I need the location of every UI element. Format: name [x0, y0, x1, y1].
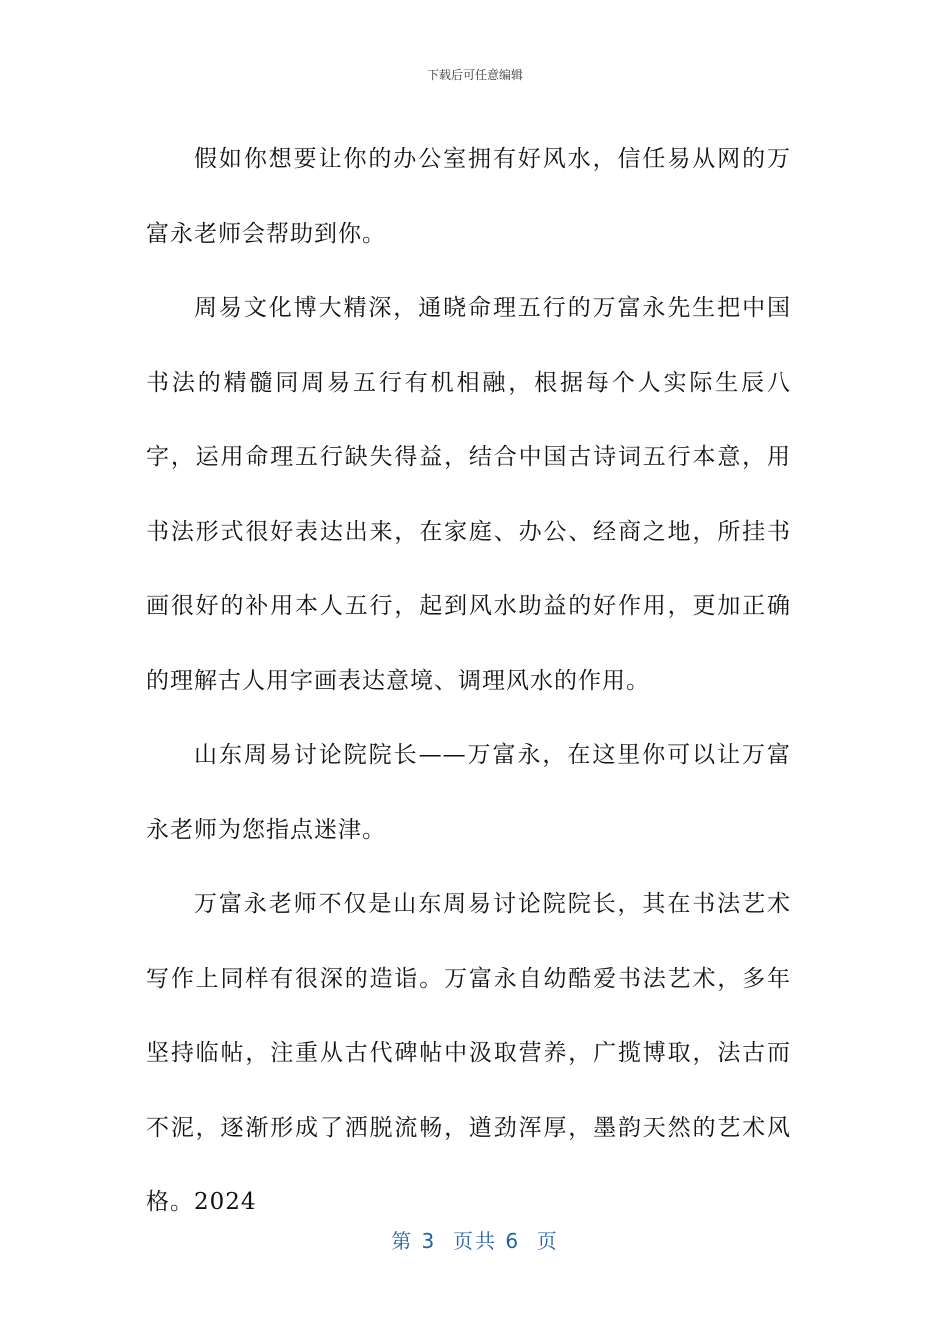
page-footer: [0, 1225, 950, 1254]
document-body: [146, 122, 791, 1240]
page-number-label: 第 3 页共 6 页: [391, 1229, 559, 1253]
paragraph-4: 万富永老师不仅是山东周易讨论院院长，其在书法艺术写作上同样有很深的造诣。万富永自幼酷爱书法艺术，多年坚持临帖，注重从古代碑帖中汲取营养，广揽博取，法古而不泥，逐渐形成了洒脱流畅，遒劲浑厚，墨韵天然的艺术风格。2024: [146, 891, 791, 1215]
paragraph-2: 周易文化博大精深，通晓命理五行的万富永先生把中国书法的精髓同周易五行有机相融，根据每个人实际生辰八字，运用命理五行缺失得益，结合中国古诗词五行本意，用书法形式很好表达出来，在家庭、办公、经商之地，所挂书画很好的补用本人五行，起到风水助益的好作用，更加正确的理解古人用字画表达意境、调理风水的作用。: [146, 295, 791, 694]
paragraph-3: 山东周易讨论院院长——万富永，在这里你可以让万富永老师为您指点迷津。: [146, 742, 791, 843]
page-header: 下载后可任意编辑: [426, 68, 523, 82]
paragraph-1: 假如你想要让你的办公室拥有好风水，信任易从网的万富永老师会帮助到你。: [146, 146, 791, 247]
